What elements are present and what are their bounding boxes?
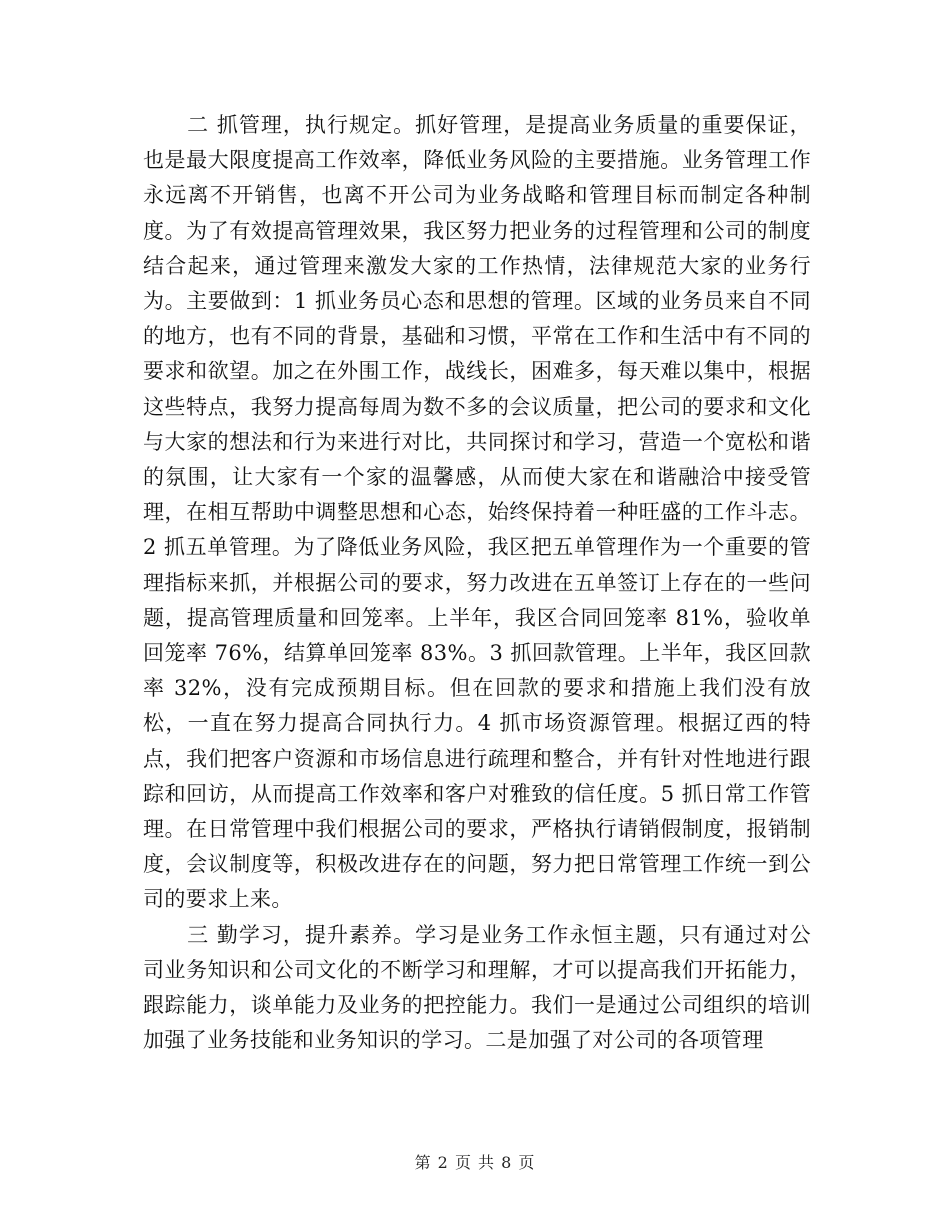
- page-footer: [0, 1150, 950, 1173]
- page-number: 第 2 页 共 8 页: [414, 1153, 536, 1172]
- paragraph-management: 二 抓管理，执行规定。抓好管理，是提高业务质量的重要保证，也是最大限度提高工作效率，降低业务风险的主要措施。业务管理工作永远离不开销售，也离不开公司为业务战略和管理目标而制定各种制度。为了有效提高管理效果，我区努力把业务的过程管理和公司的制度结合起来，通过管理来激发大家的工作热情，法律规范大家的业务行为。主要做到：1 抓业务员心态和思想的管理。区域的业务员来自不同的地方，也有不同的背景，基础和习惯，平常在工作和生活中有不同的要求和欲望。加之在外围工作，战线长，困难多，每天难以集中，根据这些特点，我努力提高每周为数不多的会议质量，把公司的要求和文化与大家的想法和行为来进行对比，共同探讨和学习，营造一个宽松和谐的氛围，让大家有一个家的温馨感，从而使大家在和谐融洽中接受管理，在相互帮助中调整思想和心态，始终保持着一种旺盛的工作斗志。2 抓五单管理。为了降低业务风险，我区把五单管理作为一个重要的管理指标来抓，并根据公司的要求，努力改进在五单签订上存在的一些问题，提高管理质量和回笼率。上半年，我区合同回笼率 81%，验收单回笼率 76%，结算单回笼率 83%。3 抓回款管理。上半年，我区回款率 32%，没有完成预期目标。但在回款的要求和措施上我们没有放松，一直在努力提高合同执行力。4 抓市场资源管理。根据辽西的特点，我们把客户资源和市场信息进行疏理和整合，并有针对性地进行跟踪和回访，从而提高工作效率和客户对雅致的信任度。5 抓日常工作管理。在日常管理中我们根据公司的要求，严格执行请销假制度，报销制度，会议制度等，积极改进存在的问题，努力把日常管理工作统一到公司的要求上来。: [143, 113, 811, 912]
- paragraph-learning: 三 勤学习，提升素养。学习是业务工作永恒主题，只有通过对公司业务知识和公司文化的不断学习和理解，才可以提高我们开拓能力，跟踪能力，谈单能力及业务的把控能力。我们一是通过公司组织的培训加强了业务技能和业务知识的学习。二是加强了对公司的各项管理: [143, 922, 811, 1053]
- body-text: [143, 108, 811, 1058]
